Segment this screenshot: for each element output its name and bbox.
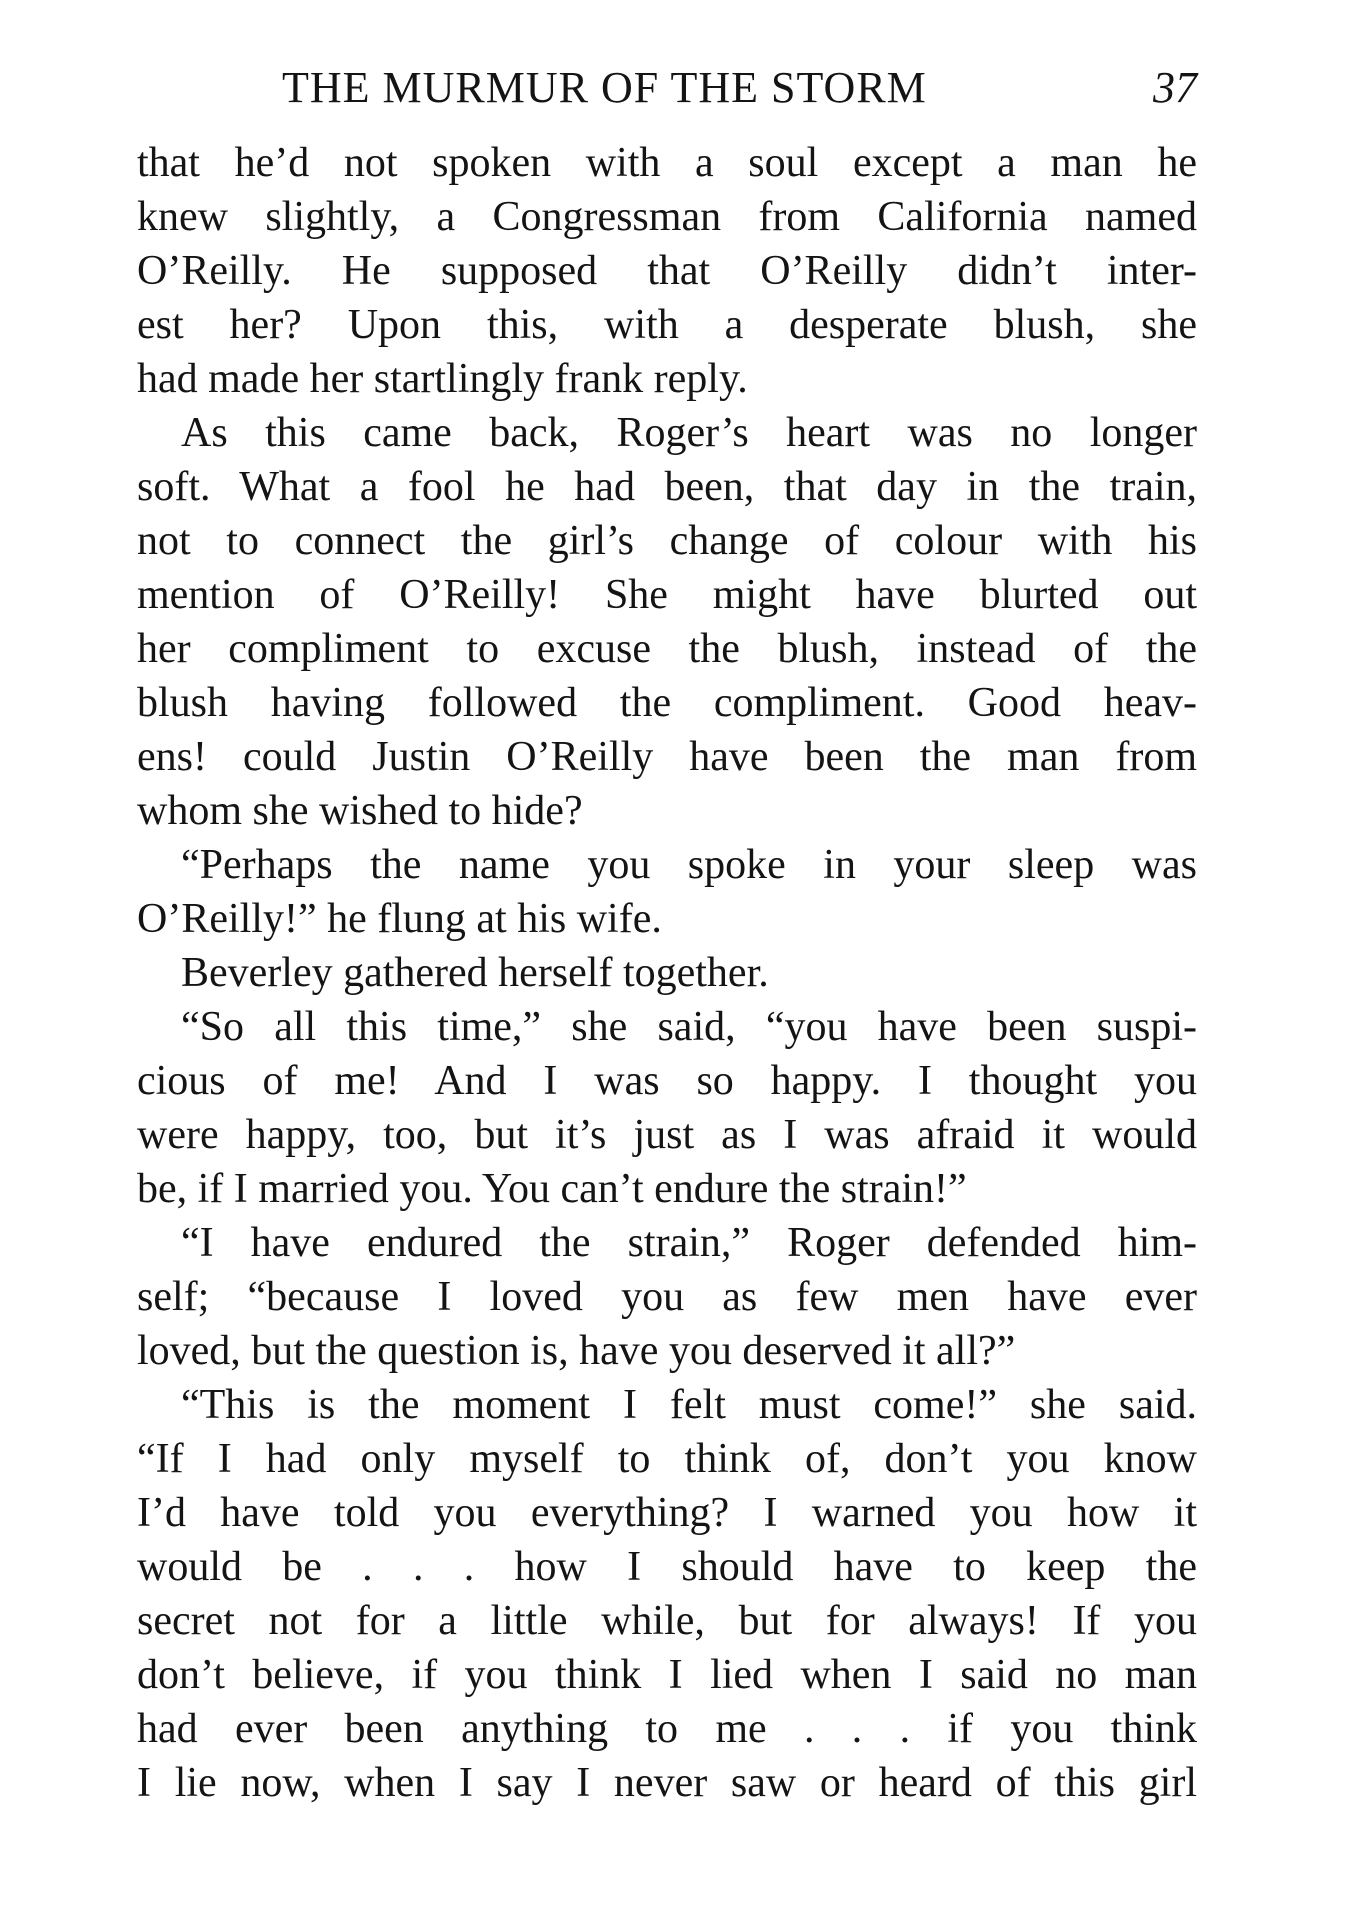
text-line: don’t believe, if you think I lied when I said no man	[137, 1652, 1197, 1698]
running-head	[137, 58, 1197, 118]
text-line: blush having followed the compliment. Good heav-	[137, 680, 1197, 726]
text-line: “So all this time,” she said, “you have been suspi-	[181, 1004, 1197, 1050]
text-line: would be . . . how I should have to keep the	[137, 1544, 1197, 1590]
text-line: est her? Upon this, with a desperate blush, she	[137, 302, 1197, 348]
text-line: loved, but the question is, have you deserved it all?”	[137, 1328, 1016, 1374]
text-line: As this came back, Roger’s heart was no longer	[181, 410, 1197, 456]
text-line: “I have endured the strain,” Roger defended him-	[181, 1220, 1197, 1266]
text-line: O’Reilly!” he flung at his wife.	[137, 896, 662, 942]
text-line: whom she wished to hide?	[137, 788, 583, 834]
text-line: cious of me! And I was so happy. I thought you	[137, 1058, 1197, 1104]
text-line: I’d have told you everything? I warned you how it	[137, 1490, 1197, 1536]
text-line: Beverley gathered herself together.	[181, 950, 769, 996]
text-line: secret not for a little while, but for always! If you	[137, 1598, 1197, 1644]
text-line: “Perhaps the name you spoke in your sleep was	[181, 842, 1197, 888]
text-line: O’Reilly. He supposed that O’Reilly didn’t inter-	[137, 248, 1197, 294]
text-line: that he’d not spoken with a soul except a man he	[137, 140, 1197, 186]
text-line: not to connect the girl’s change of colour with his	[137, 518, 1197, 564]
text-line: soft. What a fool he had been, that day in the train,	[137, 464, 1197, 510]
text-body	[137, 136, 1197, 1810]
text-line: had made her startlingly frank reply.	[137, 356, 748, 402]
text-line: ens! could Justin O’Reilly have been the man from	[137, 734, 1197, 780]
text-line: I lie now, when I say I never saw or heard of this girl	[137, 1760, 1197, 1806]
text-line: were happy, too, but it’s just as I was afraid it would	[137, 1112, 1197, 1158]
page-number: 37	[1153, 63, 1197, 112]
text-line: had ever been anything to me . . . if you think	[137, 1706, 1197, 1752]
text-line: be, if I married you. You can’t endure the strain!”	[137, 1166, 967, 1212]
text-line: “If I had only myself to think of, don’t you know	[137, 1436, 1197, 1482]
text-line: knew slightly, a Congressman from California named	[137, 194, 1197, 240]
text-line: her compliment to excuse the blush, instead of the	[137, 626, 1197, 672]
text-line: self; “because I loved you as few men have ever	[137, 1274, 1197, 1320]
text-line: “This is the moment I felt must come!” she said.	[181, 1382, 1197, 1428]
running-title: THE MURMUR OF THE STORM	[282, 63, 927, 112]
text-line: mention of O’Reilly! She might have blurted out	[137, 572, 1197, 618]
